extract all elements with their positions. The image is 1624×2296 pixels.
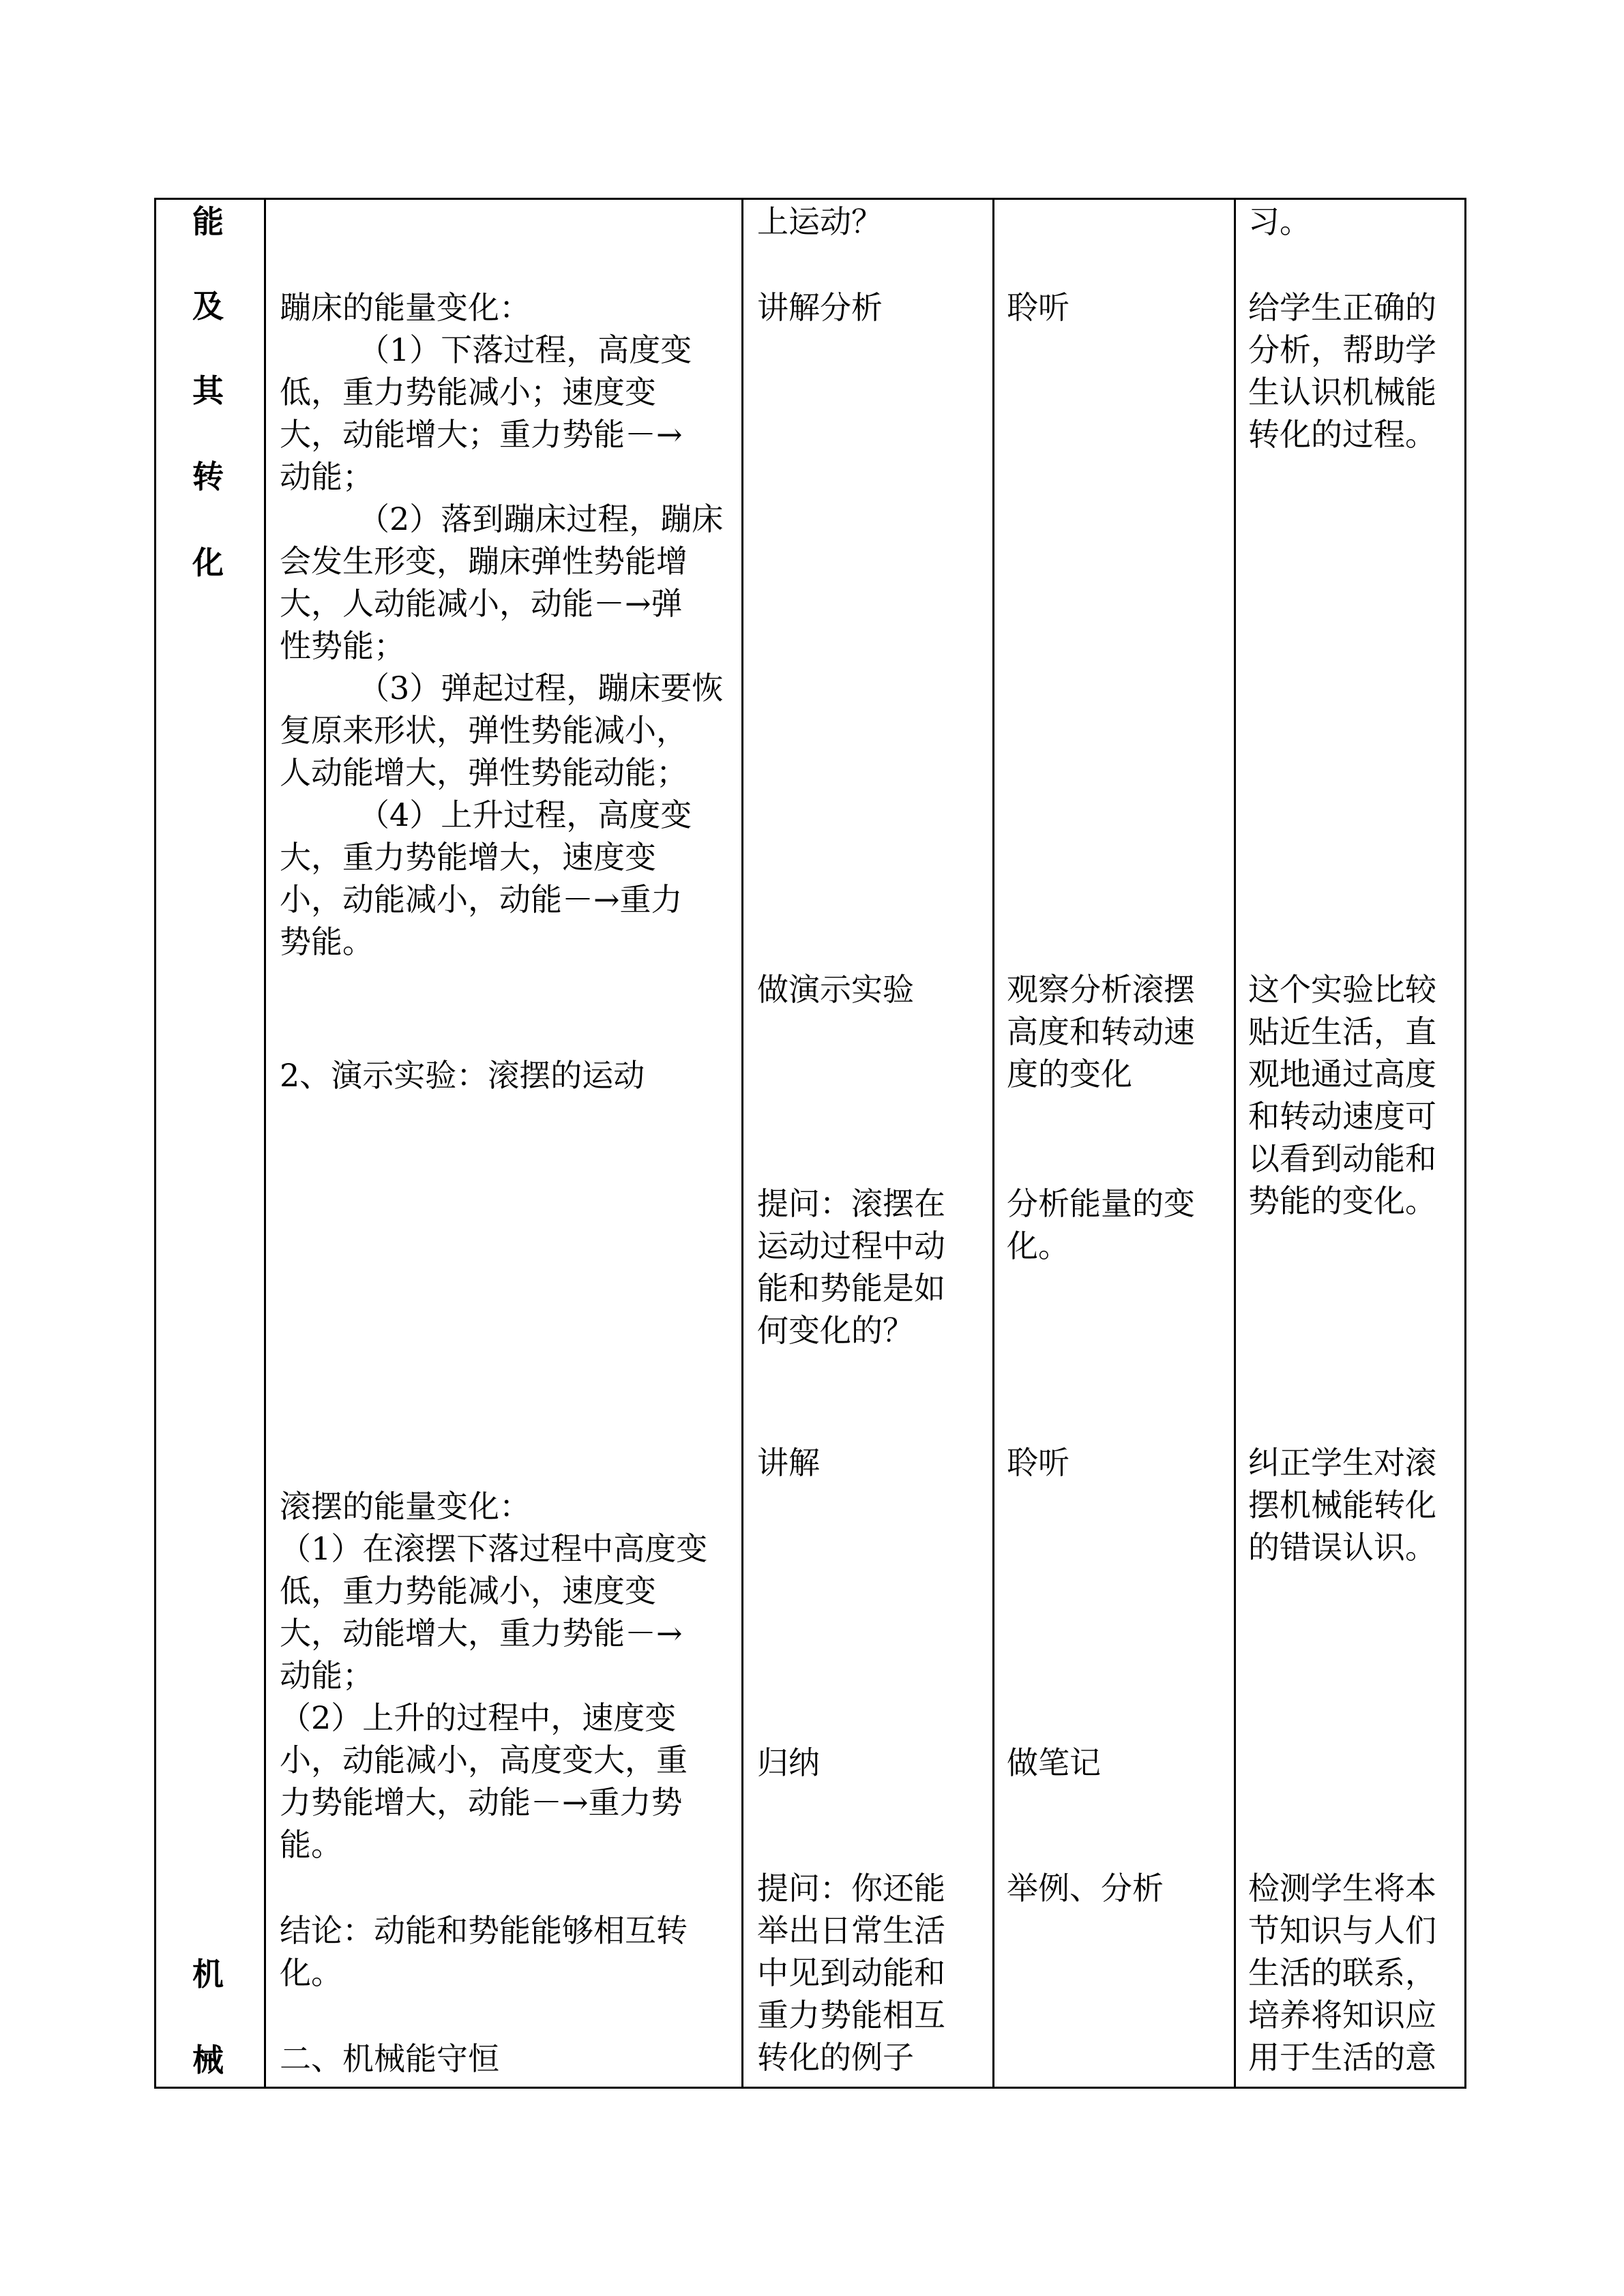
content-line: 小，动能减小，动能－→重力 (280, 881, 683, 918)
teacher-activity: 提问：滚摆在 (757, 1185, 945, 1222)
section-char: 能 (192, 203, 224, 240)
content-line: 大，动能增大；重力势能－→ (280, 416, 683, 453)
design-intent: 以看到动能和 (1248, 1140, 1436, 1177)
student-activity: 聆听 (1007, 289, 1069, 326)
teacher-activity: 能和势能是如 (757, 1270, 945, 1307)
column-divider (741, 200, 743, 2087)
content-line: 复原来形状，弹性势能减小， (280, 712, 688, 749)
demo-heading: 2、演示实验：滚摆的运动 (280, 1057, 645, 1094)
design-intent: 势能的变化。 (1248, 1182, 1436, 1219)
content-line: 低，重力势能减小，速度变 (280, 1572, 656, 1609)
teacher-activity: 做演示实验 (757, 971, 914, 1008)
column-divider (1234, 200, 1236, 2087)
content-line: 会发生形变，蹦床弹性势能增 (280, 543, 688, 580)
content-line: 大，重力势能增大，速度变 (280, 839, 656, 876)
teacher-activity: 中见到动能和 (757, 1954, 945, 1991)
content-line: 动能； (280, 1657, 374, 1694)
content-line: 动能； (280, 458, 374, 495)
content-line: （1）下落过程，高度变 (358, 331, 692, 368)
section-two-heading: 二、机械能守恒 (280, 2040, 499, 2077)
design-intent: 摆机械能转化 (1248, 1487, 1436, 1523)
teacher-activity: 讲解分析 (757, 289, 883, 326)
teacher-activity: 运动过程中动 (757, 1227, 945, 1264)
section-char: 械 (192, 2042, 224, 2078)
student-activity: 举例、分析 (1007, 1870, 1164, 1907)
design-intent: 这个实验比较 (1248, 971, 1436, 1008)
design-intent: 给学生正确的 (1248, 289, 1436, 326)
student-activity: 做笔记 (1007, 1744, 1101, 1781)
trampoline-title: 蹦床的能量变化： (280, 289, 531, 326)
teacher-activity: 何变化的？ (757, 1312, 914, 1349)
student-activity: 度的变化 (1007, 1056, 1132, 1092)
design-intent: 节知识与人们 (1248, 1912, 1436, 1949)
section-char: 化 (192, 544, 224, 581)
content-line: （4）上升过程，高度变 (358, 796, 692, 833)
column-divider (264, 200, 266, 2087)
student-activity: 聆听 (1007, 1444, 1069, 1481)
content-line: 小，动能减小，高度变大，重 (280, 1742, 688, 1778)
teacher-activity: 讲解 (757, 1444, 820, 1481)
column-divider (992, 200, 994, 2087)
design-intent: 用于生活的意 (1248, 2039, 1436, 2076)
teacher-activity: 上运动？ (757, 203, 883, 240)
content-line: （1）在滚摆下落过程中高度变 (280, 1530, 708, 1567)
content-line: 势能。 (280, 923, 374, 960)
section-char: 及 (192, 288, 224, 325)
design-intent: 和转动速度可 (1248, 1098, 1436, 1135)
content-line: （2）落到蹦床过程，蹦床 (358, 501, 724, 537)
student-activity: 观察分析滚摆 (1007, 971, 1195, 1008)
design-intent: 生活的联系， (1248, 1954, 1436, 1991)
student-activity: 分析能量的变 (1007, 1185, 1195, 1222)
teacher-activity: 提问：你还能 (757, 1870, 945, 1907)
content-line: 性势能； (280, 627, 405, 664)
section-char: 机 (192, 1956, 224, 1993)
design-intent: 贴近生活，直 (1248, 1013, 1436, 1050)
design-intent: 培养将知识应 (1248, 1997, 1436, 2033)
content-line: 大，人动能减小，动能－→弹 (280, 585, 683, 622)
design-intent: 检测学生将本 (1248, 1870, 1436, 1907)
content-line: （3）弹起过程，蹦床要恢 (358, 670, 724, 706)
design-intent: 分析，帮助学 (1248, 331, 1436, 368)
content-line: 大，动能增大，重力势能－→ (280, 1615, 683, 1652)
pendulum-title: 滚摆的能量变化： (280, 1488, 531, 1525)
content-line: 能。 (280, 1826, 342, 1863)
content-line: （2）上升的过程中，速度变 (280, 1699, 677, 1736)
section-char: 其 (192, 372, 224, 409)
design-intent: 转化的过程。 (1248, 416, 1436, 453)
content-line: 低，重力势能减小；速度变 (280, 374, 656, 411)
teacher-activity: 归纳 (757, 1744, 820, 1781)
teacher-activity: 重力势能相互 (757, 1997, 945, 2033)
teacher-activity: 举出日常生活 (757, 1912, 945, 1949)
section-char: 转 (192, 458, 224, 495)
content-line: 人动能增大，弹性势能动能； (280, 754, 688, 791)
student-activity: 化。 (1007, 1227, 1069, 1264)
design-intent: 的错误认识。 (1248, 1529, 1436, 1566)
student-activity: 高度和转动速 (1007, 1013, 1195, 1050)
design-intent: 纠正学生对滚 (1248, 1444, 1436, 1481)
conclusion-line: 结论：动能和势能能够相互转 (280, 1912, 688, 1949)
teacher-activity: 转化的例子 (757, 2039, 914, 2076)
content-line: 力势能增大，动能－→重力势 (280, 1784, 683, 1821)
design-intent: 观地通过高度 (1248, 1056, 1436, 1092)
design-intent: 生认识机械能 (1248, 374, 1436, 411)
conclusion-line: 化。 (280, 1954, 342, 1991)
design-intent: 习。 (1248, 203, 1311, 240)
